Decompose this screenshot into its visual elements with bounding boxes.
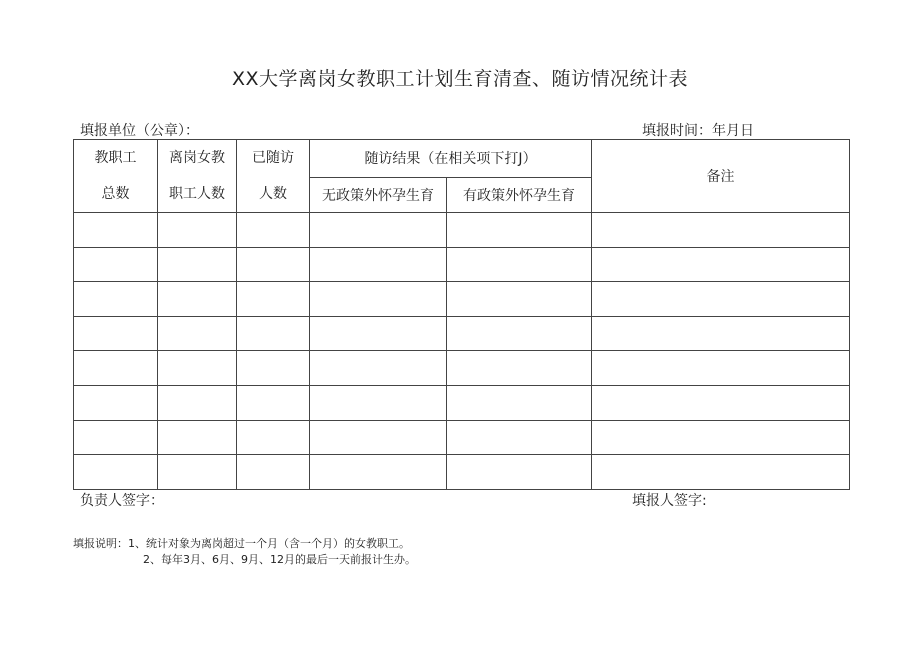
table-cell[interactable] [158,213,237,248]
table-cell[interactable] [447,213,592,248]
table-row [74,213,850,248]
page-title: XX大学离岗女教职工计划生育清查、随访情况统计表 [231,68,689,90]
table-cell[interactable] [158,420,237,455]
table-cell[interactable] [310,316,447,351]
table-row [74,385,850,420]
table-cell[interactable] [237,420,310,455]
table-cell[interactable] [310,351,447,386]
table-cell[interactable] [158,455,237,490]
table-cell[interactable] [310,385,447,420]
filler-signature-label: 填报人签字: [632,493,707,509]
table-cell[interactable] [310,282,447,317]
table-cell[interactable] [447,420,592,455]
table-cell[interactable] [447,351,592,386]
table-cell[interactable] [447,385,592,420]
table-cell[interactable] [237,351,310,386]
table-cell[interactable] [74,247,158,282]
responsible-signature-label: 负责人签字： [80,493,164,509]
table-cell[interactable] [158,282,237,317]
table-cell[interactable] [592,213,850,248]
table-cell[interactable] [74,213,158,248]
table-cell[interactable] [74,316,158,351]
table-cell[interactable] [592,420,850,455]
table-cell[interactable] [74,455,158,490]
table-cell[interactable] [447,455,592,490]
table-cell[interactable] [592,455,850,490]
table-cell[interactable] [237,385,310,420]
table-row [74,247,850,282]
header-total-staff: 教职工 总数 [74,140,158,213]
header-female-staff-on-leave: 离岗女教 职工人数 [158,140,237,213]
table-cell[interactable] [158,316,237,351]
table-cell[interactable] [237,455,310,490]
table-body [74,213,850,490]
table-row [74,351,850,386]
table-cell[interactable] [158,247,237,282]
table-cell[interactable] [592,385,850,420]
table-cell[interactable] [447,316,592,351]
table-row [74,282,850,317]
table-cell[interactable] [310,213,447,248]
table-cell[interactable] [447,282,592,317]
fill-unit-label: 填报单位（公章）： [80,123,199,139]
note-line-1: 填报说明：1、统计对象为离岗超过一个月（含一个月）的女教职工。 [73,537,410,550]
table-cell[interactable] [592,282,850,317]
table-cell[interactable] [74,385,158,420]
table-cell[interactable] [74,351,158,386]
table-row [74,455,850,490]
fill-time-label: 填报时间：年月日 [642,123,754,139]
table-row [74,420,850,455]
table-cell[interactable] [447,247,592,282]
table-cell[interactable] [310,455,447,490]
table-cell[interactable] [158,351,237,386]
header-visited-count: 已随访 人数 [237,140,310,213]
table-cell[interactable] [310,247,447,282]
table-cell[interactable] [592,351,850,386]
note-line-2: 2、每年3月、6月、9月、12月的最后一天前报计生办。 [143,553,416,566]
table-cell[interactable] [74,282,158,317]
header-no-unplanned-pregnancy: 无政策外怀孕生育 [310,177,447,213]
header-remarks: 备注 [592,140,850,213]
table-cell[interactable] [592,247,850,282]
table-cell[interactable] [237,316,310,351]
filling-notes [73,536,416,568]
statistics-table [73,139,850,490]
table-cell[interactable] [237,213,310,248]
table-cell[interactable] [237,282,310,317]
table-cell[interactable] [310,420,447,455]
table-cell[interactable] [237,247,310,282]
table-row [74,316,850,351]
header-unplanned-pregnancy: 有政策外怀孕生育 [447,177,592,213]
header-visit-result: 随访结果（在相关项下打J） [310,140,592,178]
table-cell[interactable] [74,420,158,455]
table-cell[interactable] [158,385,237,420]
table-cell[interactable] [592,316,850,351]
